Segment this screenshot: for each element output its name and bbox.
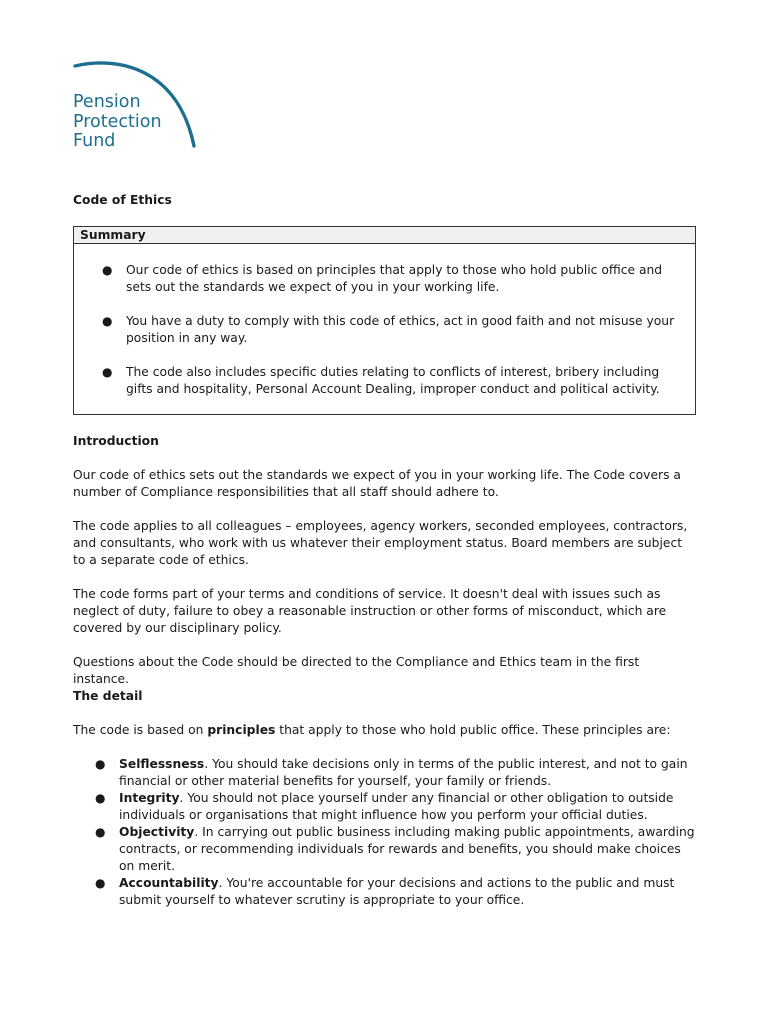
intro-paragraph: Questions about the Code should be directed to the Compliance and Ethics team in the first instance. (73, 655, 640, 686)
summary-item-text: The code also includes specific duties relating to conflicts of interest, bribery including gifts and hospitality, Personal Account Dealing, improper conduct and political activity. (126, 365, 660, 396)
principle-text: . You're accountable for your decisions and actions to the public and must submit yourself to whatever scrutiny is appropriate to your office. (119, 876, 675, 907)
intro-paragraph: Our code of ethics sets out the standards we expect of you in your working life. The Code covers a number of Compliance responsibilities that all staff should adhere to. (73, 468, 681, 499)
summary-box (73, 226, 696, 415)
detail-intro-bold: principles (207, 723, 276, 737)
principle-text: . You should take decisions only in terms of the public interest, and not to gain financial or other material benefits for yourself, your family or friends. (119, 757, 688, 788)
summary-item-text: Our code of ethics is based on principles that apply to those who hold public office and sets out the standards we expect of you in your working life. (126, 263, 663, 294)
logo-text-pension: Pension (73, 92, 141, 112)
principle-term: Objectivity (119, 825, 195, 839)
intro-paragraph: The code forms part of your terms and conditions of service. It doesn't deal with issues such as neglect of duty, failure to obey a reasonable instruction or other forms of misconduct, which are covered by our disciplinary policy. (73, 587, 667, 635)
bullet-icon: ● (95, 825, 106, 839)
detail-intro-before: The code is based on (73, 723, 208, 737)
principle-term: Integrity (119, 791, 180, 805)
summary-item-text: You have a duty to comply with this code of ethics, act in good faith and not misuse your position in any way. (126, 314, 675, 345)
summary-list (74, 244, 695, 398)
logo-text-fund: Fund (73, 131, 116, 151)
bullet-icon: ● (95, 876, 106, 890)
bullet-icon: ● (102, 263, 113, 277)
list-item (73, 790, 698, 824)
principle-term: Accountability (119, 876, 219, 890)
introduction-heading: Introduction (73, 434, 159, 448)
principle-text: . You should not place yourself under any financial or other obligation to outside individuals or organisations that might influence how you perform your official duties. (119, 791, 674, 822)
principle-term: Selflessness (119, 757, 205, 771)
list-item (74, 364, 695, 398)
detail-intro (73, 722, 698, 739)
bullet-icon: ● (95, 791, 106, 805)
ppf-logo (73, 58, 203, 158)
intro-paragraph: The code applies to all colleagues – employees, agency workers, seconded employees, contractors, and consultants, who work with us whatever their employment status. Board members are subject to a separate code of ethics. (73, 519, 688, 567)
list-item (74, 262, 695, 296)
detail-heading: The detail (73, 689, 143, 703)
detail-intro-after: that apply to those who hold public office. These principles are: (275, 723, 671, 737)
logo-text-protection: Protection (73, 111, 162, 132)
bullet-icon: ● (102, 314, 113, 328)
summary-header: Summary (74, 227, 695, 244)
bullet-icon: ● (95, 757, 106, 771)
principle-text: . In carrying out public business including making public appointments, awarding contracts, or recommending individuals for rewards and benefits, you should make choices on merit. (119, 825, 695, 873)
bullet-icon: ● (102, 365, 113, 379)
list-item (74, 313, 695, 347)
principles-list (73, 756, 698, 909)
list-item (73, 756, 698, 790)
list-item (73, 824, 698, 875)
document-title: Code of Ethics (73, 193, 172, 207)
list-item (73, 875, 698, 909)
